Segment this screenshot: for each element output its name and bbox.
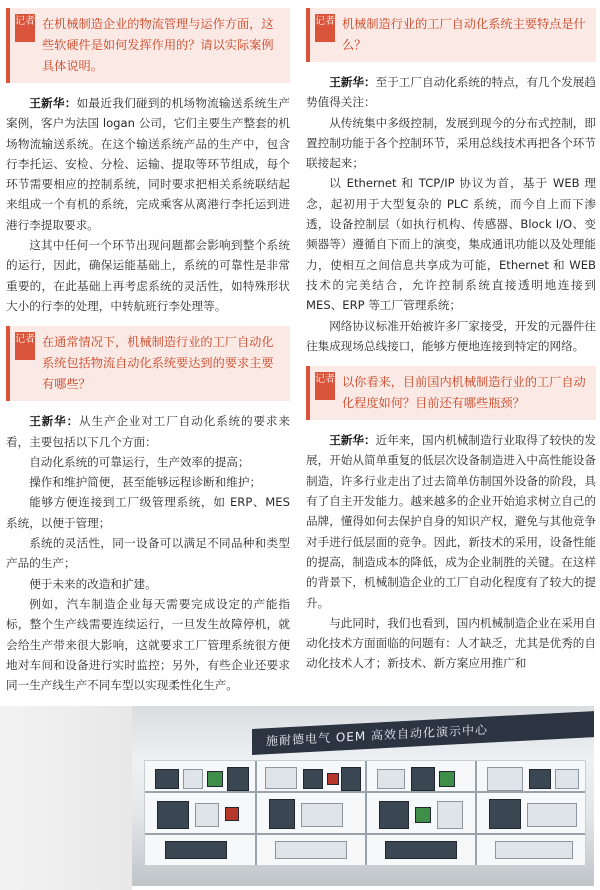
motor — [157, 801, 189, 829]
rack-divider — [365, 761, 367, 865]
question-1: 在机械制造企业的物流管理与运作方面，这些软硬件是如何发挥作用的？请以实际案例具体说明。 — [42, 17, 274, 73]
drive-unit — [341, 767, 361, 791]
hmi-panel — [527, 803, 577, 827]
terminal-block — [385, 841, 457, 859]
answer-2-text: 从生产企业对工厂自动化系统的要求来看，主要包括以下几个方面： — [6, 414, 290, 449]
terminal-block — [495, 841, 573, 859]
question-box-4 — [306, 366, 596, 420]
io-module — [183, 769, 203, 789]
answer-4-paragraph-2: 与此同时，我们也看到，国内机械制造企业在采用自动化技术方面面临的问题有：人才缺乏，尤其是优秀的自动化技术人才；新技术、新方案应用推广和 — [306, 615, 596, 671]
question-3: 机械制造行业的工厂自动化系统主要特点是什么？ — [342, 17, 586, 52]
io-module — [555, 769, 579, 789]
answer-2 — [6, 411, 290, 452]
answer-2-paragraph-2: 例如，汽车制造企业每天需要完成设定的产能指标，整个生产线需要连续运行，一旦发生故障停机，就会给生产带来很大影响，这就要求工厂管理系统很方便地对车间和设备进行实时监控；另外，有些企业还要求同一生产线生产不同车型以实现柔性化生产。 — [6, 596, 290, 693]
terminal-block — [165, 841, 227, 859]
rack-divider — [475, 761, 477, 865]
answer-4-text: 近年来，国内机械制造行业取得了较快的发展，开始从简单重复的低层次设备制造进入中高性能设备制造，许多行业走出了过去简单仿制国外设备的阶段，具有了自主开发能力。越来越多的企业开始追求树立自己的品牌，懂得如何去保护自身的知识产权，避免与其他竞争对手进行低层面的竞争。因此，新技术的采用，设备性能的提高，制造成本的降低，成为企业制胜的关键。在这样的背景下，机械制造企业的工厂自动化程度有了较大的提升。 — [306, 433, 596, 610]
photo-banner: 施耐德电气 OEM 高效自动化演示中心 — [252, 711, 594, 755]
question-box-1 — [6, 8, 290, 83]
sensor — [195, 803, 219, 827]
rack-divider — [255, 761, 257, 865]
demo-center-photo — [132, 706, 594, 886]
answer-4 — [306, 430, 596, 613]
speaker-label: 王新华： — [29, 414, 80, 429]
indicator — [415, 807, 431, 823]
answer-3-text: 至于工厂自动化系统的特点，有几个发展趋势值得关注： — [306, 75, 596, 110]
indicator — [439, 771, 455, 787]
right-column — [306, 8, 596, 674]
motor — [379, 801, 409, 829]
photo-margin — [0, 706, 132, 890]
question-2: 在通常情况下，机械制造行业的工厂自动化系统包括物流自动化系统要达到的要求主要有哪些？ — [42, 335, 274, 392]
answer-3-paragraph-2: 从传统集中多级控制，发展到现今的分布式控制，即置控制功能于各个控制环节，采用总线技术再把各个环节联接起来； — [306, 115, 596, 171]
hmi-panel — [265, 767, 297, 789]
answer-3-paragraph-3: 以 Ethernet 和 TCP/IP 协议为首，基于 WEB 理念，起初用于大型复杂的 PLC 系统，而今自上而下渗透，设备控制层（如执行机构、传感器、Block I/O、变频器等）遵循自下而上的演变，集成通讯功能以及处理能力，使相互之间信息共享成为可能，Ethernet 和 WEB 技术的完美结合，允许控制系统直接透明地连接到 MES、ERP 等工厂管理系统； — [306, 176, 596, 313]
answer-1-paragraph-2: 这其中任何一个环节出现问题都会影响到整个系统的运行，因此，确保运能基础上，系统的可靠性是非常重要的，在此基础上再考虑系统的灵活性，如特殊形状大小的行李的处理，中转航班行李处理等。 — [6, 238, 290, 313]
speaker-label: 王新华： — [29, 96, 77, 110]
question-4: 以你看来，目前国内机械制造行业的工厂自动化程度如何？目前还有哪些瓶颈？ — [342, 375, 586, 411]
list-item: 系统的灵活性，同一设备可以满足不同品种和类型产品的生产； — [6, 536, 290, 571]
answer-1-text: 如最近我们碰到的机场物流输送系统生产案例，客户为法国 logan 公司，它们主要生产整套的机场物流输送系统。在这个输送系统产品的生产中，包含行李托运、安检、分检、运输、提取等环节组成，每个环节需要相应的控制系统，同时要求把相关系统联结起来组成一个有机的系统，完成乘客从离港行李托运到进港行李提取要求。 — [6, 96, 290, 232]
emergency-button — [327, 773, 339, 785]
servo-drive — [489, 799, 521, 829]
list-item: 操作和维护简便，甚至能够远程诊断和维护； — [29, 475, 262, 490]
plc-module — [529, 769, 551, 789]
io-module — [377, 769, 405, 789]
speaker-label: 王新华： — [329, 433, 376, 448]
reporter-tag: 记者 — [315, 372, 335, 400]
plc-module — [155, 769, 179, 789]
hmi-panel — [487, 767, 523, 791]
emergency-button — [225, 807, 239, 821]
list-item: 便于未来的改造和扩建。 — [29, 576, 157, 591]
list-item: 自动化系统的可靠运行，生产效率的提高； — [29, 454, 250, 469]
answer-3-paragraph-4: 网络协议标准开始被许多厂家接受，开发的元器件往往集成现场总线接口，能够方便地连接到特定的网络。 — [306, 318, 596, 353]
left-column — [6, 8, 290, 695]
terminal-block — [275, 841, 347, 859]
hmi-panel — [301, 803, 343, 827]
reporter-tag: 记者 — [15, 14, 35, 42]
device-rack — [144, 760, 586, 866]
answer-3 — [306, 72, 596, 113]
list-item: 能够方便连接到工厂级管理系统，如 ERP、MES 系统，以便于管理； — [6, 495, 290, 530]
servo-drive — [411, 767, 435, 791]
reporter-tag: 记者 — [15, 332, 35, 360]
reporter-tag: 记者 — [315, 14, 335, 42]
answer-1 — [6, 93, 290, 235]
plc-module — [303, 769, 323, 789]
question-box-3 — [306, 8, 596, 62]
drive-unit — [269, 799, 295, 829]
sensor — [437, 801, 463, 829]
indicator — [207, 771, 223, 787]
speaker-label: 王新华： — [329, 75, 376, 89]
drive-unit — [227, 767, 249, 791]
question-box-2 — [6, 326, 290, 401]
